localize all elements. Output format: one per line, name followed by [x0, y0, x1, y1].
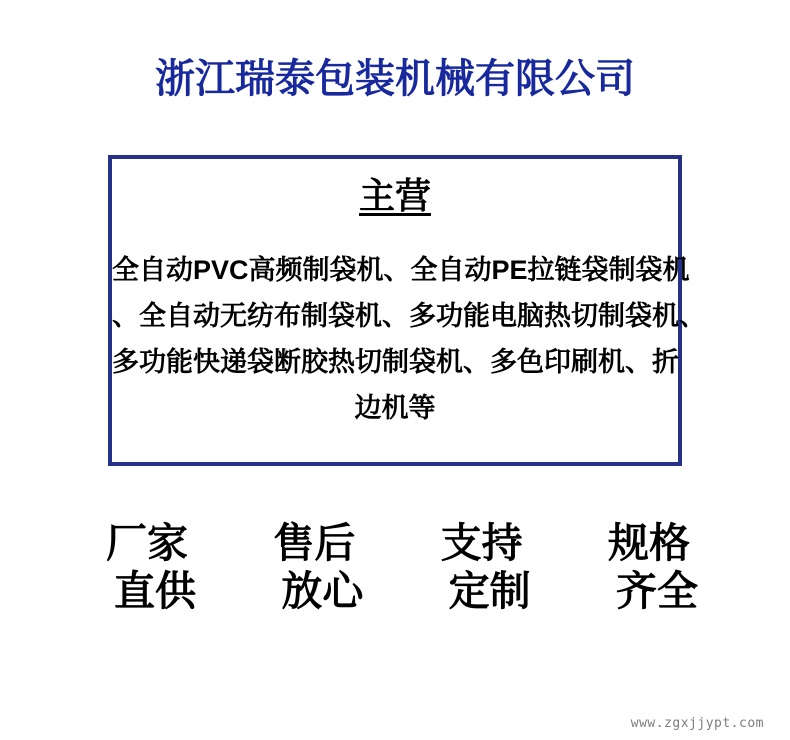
watermark: www.zgxjjypt.com — [630, 716, 764, 731]
feature-full-specs-line2: 齐全 — [615, 568, 698, 614]
feature-full-specs — [607, 519, 698, 615]
company-title: 浙江瑞泰包装机械有限公司 — [155, 57, 635, 101]
promo-banner — [0, 56, 790, 731]
feature-factory-direct-line2: 直供 — [114, 568, 196, 614]
feature-after-sales-line1: 售后 — [273, 520, 356, 566]
feature-full-specs-line1: 规格 — [607, 520, 690, 566]
product-line-4: 边机等 — [354, 393, 436, 423]
feature-customization-line1: 支持 — [440, 520, 523, 566]
product-line-3: 多功能快递袋断胶热切制袋机、多色印刷机、折 — [112, 347, 679, 377]
feature-customization — [440, 519, 531, 615]
product-list — [112, 247, 706, 431]
product-line-2: 、全自动无纺布制袋机、多功能电脑热切制袋机、 — [112, 301, 706, 331]
feature-after-sales — [273, 519, 364, 615]
feature-factory-direct — [106, 519, 196, 615]
main-products-heading: 主营 — [358, 175, 431, 216]
feature-customization-line2: 定制 — [448, 568, 531, 614]
feature-after-sales-line2: 放心 — [281, 568, 364, 614]
feature-factory-direct-line1: 厂家 — [106, 520, 188, 566]
feature-row — [0, 519, 790, 615]
product-line-1: 全自动PVC高频制袋机、全自动PE拉链袋制袋机 — [112, 255, 690, 285]
main-products-box — [108, 155, 706, 466]
